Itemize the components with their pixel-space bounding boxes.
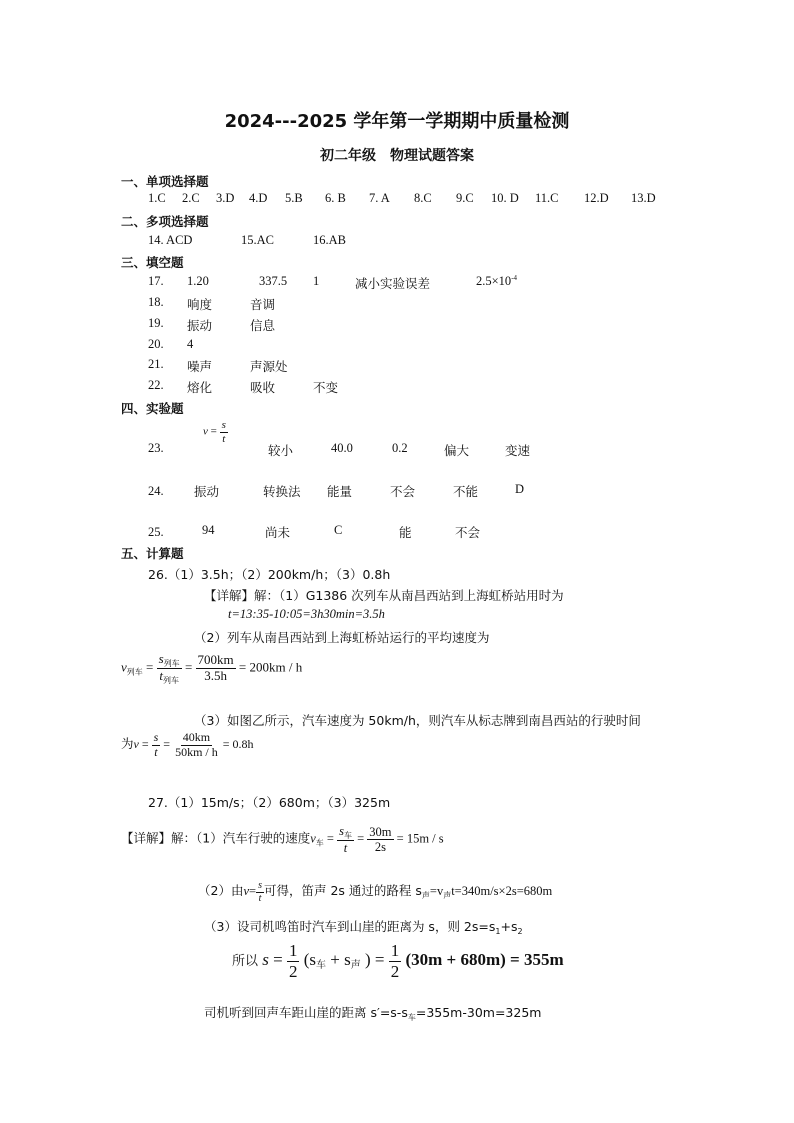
- q26-f2-num: s: [153, 730, 159, 744]
- q27-f3-num2: 30m: [369, 824, 392, 839]
- section-heading-multiple-choice: 二、多项选择题: [121, 214, 209, 229]
- q27-l2-den: t: [258, 892, 262, 904]
- q26-f1-eq: =: [146, 659, 154, 675]
- q23-answer-5: 变速: [505, 443, 531, 458]
- q27-l4-mid: (s: [303, 949, 317, 969]
- q27-l4-sub-1: 车: [316, 959, 327, 971]
- q20-answer-1: 4: [187, 337, 194, 351]
- q26-f1-den-t: t: [159, 668, 163, 684]
- q19-number: 19.: [148, 316, 164, 330]
- answer-14: 14. ACD: [148, 233, 193, 247]
- q26-f1-den: [157, 669, 181, 685]
- q27-l2-v: v: [243, 883, 250, 898]
- q27-l2-fraction: [256, 880, 264, 904]
- answer-12: 12.D: [584, 191, 609, 205]
- q27-l2-sub-1: 声: [421, 890, 430, 900]
- q26-f2-v: v: [133, 737, 139, 752]
- q27-l2-mid: =v: [429, 883, 444, 898]
- q27-f3-fraction-1: [337, 824, 354, 856]
- answer-13: 13.D: [631, 191, 656, 205]
- page-title: 2024---2025 学年第一学期期中质量检测: [224, 111, 570, 132]
- q26-f1-v-sub: 列车: [126, 667, 143, 677]
- q26-detail-3: （3）如图乙所示，汽车速度为 50km/h，则汽车从标志牌到南昌西站的行驶时间: [194, 713, 641, 728]
- q17-answer-4: 减小实验误差: [355, 276, 431, 291]
- q26-detail-2: （2）列车从南昌西站到上海虹桥站运行的平均速度为: [194, 630, 490, 645]
- q27-l4-den2: 2: [390, 961, 400, 981]
- q27-l4-s: s: [262, 949, 269, 969]
- q27-f3-num: [337, 824, 354, 841]
- q27-f3-v: v: [310, 831, 316, 846]
- q17-number: 17.: [148, 274, 164, 288]
- answer-8: 8.C: [414, 191, 432, 205]
- q23-answer-4: 偏大: [444, 443, 470, 458]
- answer-15: 15.AC: [241, 233, 274, 247]
- q23-answer-3: 0.2: [392, 441, 408, 455]
- q22-answer-1: 熔化: [187, 380, 213, 395]
- q27-l5-sub: 车: [407, 1013, 416, 1022]
- answer-5: 5.B: [285, 191, 303, 205]
- q26-f1-num: [157, 652, 182, 669]
- q17-answer-5-exponent: -4: [511, 274, 518, 282]
- q27-l4-num2: 1: [390, 941, 400, 960]
- q18-answer-1: 响度: [187, 297, 213, 312]
- q26-formula-1: [121, 652, 302, 685]
- q26-f2-fraction-1: [152, 731, 161, 760]
- q26-f1-den-sub: 列车: [162, 676, 179, 686]
- q27-l2-sub-2: 声: [443, 890, 452, 900]
- q27-line-1: [121, 824, 444, 856]
- q27-l4-sub-2: 声: [350, 959, 361, 971]
- q18-number: 18.: [148, 295, 164, 309]
- answer-16: 16.AB: [313, 233, 346, 247]
- q27-f3-eq2: =: [357, 831, 365, 846]
- q17-answer-5-base: 2.5×10: [476, 274, 512, 289]
- q26-f1-num-sub: 列车: [163, 659, 180, 668]
- q21-answer-1: 噪声: [187, 359, 213, 374]
- q27-l4-num: 1: [288, 941, 298, 960]
- section-heading-single-choice: 一、单项选择题: [121, 174, 209, 189]
- q20-number: 20.: [148, 337, 164, 351]
- q27-f3-num-sub: 车: [343, 831, 352, 840]
- q25-number: 25.: [148, 525, 164, 539]
- q26-f1-result: = 200km / h: [238, 659, 303, 675]
- q23-formula-eq: =: [210, 425, 217, 438]
- answer-1: 1.C: [148, 191, 166, 205]
- q22-number: 22.: [148, 378, 164, 392]
- answer-3: 3.D: [216, 191, 235, 205]
- q27-f3-den: t: [343, 841, 348, 856]
- q24-answer-3: 能量: [327, 484, 353, 499]
- q27-detail-1: 【详解】解：（1）汽车行驶的速度: [121, 830, 311, 846]
- q19-answer-2: 信息: [250, 318, 276, 333]
- q27-answer: 27.（1）15m/s；（2）680m；（3）325m: [148, 795, 391, 810]
- q27-l2-num: s: [258, 880, 262, 891]
- q27-l4-eq: =: [273, 949, 283, 969]
- q24-answer-1: 振动: [194, 484, 220, 499]
- q25-answer-3: C: [334, 523, 343, 537]
- answer-10: 10. D: [491, 191, 519, 205]
- q21-number: 21.: [148, 357, 164, 371]
- q22-answer-3: 不变: [313, 380, 339, 395]
- q26-f1-fraction-1: [157, 652, 182, 685]
- q26-f1-num-s: s: [158, 651, 164, 666]
- q17-answer-3: 1: [313, 274, 320, 288]
- q27-l5-tail: =355m-30m=325m: [415, 1005, 542, 1020]
- q27-l4-prefix: 所以: [232, 953, 259, 969]
- q27-f3-v-sub: 车: [315, 838, 324, 848]
- q24-answer-4: 不会: [390, 484, 416, 499]
- q27-f3-num-s: s: [339, 824, 344, 838]
- q27-f3-eq: =: [326, 831, 334, 846]
- q23-answer-1: 较小: [268, 443, 294, 458]
- q27-l4-fraction-1: [287, 941, 300, 981]
- q27-l3-sub-1: 1: [495, 927, 501, 936]
- q27-f3-result: = 15m / s: [396, 831, 444, 846]
- page-subtitle: 初二年级 物理试题答案: [320, 148, 474, 164]
- q23-formula-den: t: [222, 432, 226, 445]
- q26-f2-fraction-2: [173, 731, 220, 760]
- q26-formula-2: [121, 731, 254, 760]
- q27-f3-fraction-2: [367, 825, 393, 855]
- q27-line-5: [204, 1003, 541, 1023]
- q25-answer-2: 尚未: [265, 525, 291, 540]
- q19-answer-1: 振动: [187, 318, 213, 333]
- q24-number: 24.: [148, 484, 164, 498]
- q21-answer-2: 声源处: [250, 359, 288, 374]
- q26-f2-eq: =: [141, 737, 149, 752]
- q23-formula-v: v: [203, 425, 208, 438]
- section-heading-fill-blank: 三、填空题: [121, 255, 184, 270]
- q27-l5-text: 司机听到回声车距山崖的距离 s′=s-s: [204, 1005, 408, 1020]
- q23-formula-num: s: [221, 419, 226, 431]
- q26-f2-eq2: =: [163, 737, 171, 752]
- q26-f2-result: = 0.8h: [222, 737, 254, 752]
- q27-l4-tail: (30m + 680m) = 355m: [405, 949, 564, 969]
- q26-f1-v: v: [121, 659, 127, 675]
- q27-l3-plus: +s: [500, 919, 518, 934]
- q27-l3-text: （3）设司机鸣笛时汽车到山崖的距离为 s，则 2s=s: [204, 919, 496, 934]
- q26-time-line: t=13:35-10:05=3h30min=3.5h: [228, 607, 385, 621]
- answer-11: 11.C: [535, 191, 559, 205]
- q23-number: 23.: [148, 441, 164, 455]
- q26-f2-den: t: [154, 744, 158, 759]
- answer-4: 4.D: [249, 191, 268, 205]
- q24-answer-5: 不能: [453, 484, 479, 499]
- q27-l3-sub-2: 2: [517, 927, 523, 936]
- answer-2: 2.C: [182, 191, 200, 205]
- q26-detail-1: 【详解】解：（1）G1386 次列车从南昌西站到上海虹桥站用时为: [204, 588, 564, 603]
- q25-answer-5: 不会: [455, 525, 481, 540]
- q25-answer-1: 94: [202, 523, 215, 537]
- q24-answer-6: D: [515, 482, 525, 496]
- q25-answer-4: 能: [399, 525, 412, 540]
- q27-l2-text: 可得，笛声 2s 通过的路程 s: [263, 882, 422, 898]
- answer-6: 6. B: [325, 191, 346, 205]
- q26-f2-den2: 50km / h: [175, 744, 218, 759]
- q22-answer-2: 吸收: [250, 380, 276, 395]
- q23-formula-fraction: [220, 419, 228, 445]
- q27-l2-tail: t=340m/s×2s=680m: [451, 883, 553, 898]
- q24-answer-2: 转换法: [263, 484, 301, 499]
- q17-answer-5: [476, 274, 517, 289]
- q27-l4-den: 2: [288, 961, 298, 981]
- q26-f2-prefix: 为: [121, 736, 134, 752]
- q27-l4-close: ) =: [364, 949, 385, 969]
- answer-7: 7. A: [369, 191, 390, 205]
- q27-line-3: [204, 917, 523, 936]
- q18-answer-2: 音调: [250, 297, 276, 312]
- q27-line-4: [232, 941, 564, 981]
- q27-l4-plus: + s: [330, 949, 351, 969]
- q27-f3-den2: 2s: [374, 840, 386, 855]
- section-heading-experiment: 四、实验题: [121, 401, 184, 416]
- q26-f2-num2: 40km: [182, 730, 211, 744]
- section-heading-calculation: 五、计算题: [121, 546, 184, 561]
- q27-l2-prefix: （2）由: [198, 882, 244, 898]
- q26-f1-fraction-2: [196, 653, 236, 684]
- q26-answer: 26.（1）3.5h；（2）200km/h；（3）0.8h: [148, 567, 391, 582]
- q23-formula: [203, 419, 228, 445]
- q26-f1-num2: 700km: [197, 652, 234, 668]
- q23-answer-2: 40.0: [331, 441, 353, 455]
- q27-l2-eq: =: [249, 883, 257, 898]
- q26-f1-den2: 3.5h: [204, 668, 227, 684]
- q27-line-2: [198, 880, 552, 904]
- q27-l4-fraction-2: [389, 941, 402, 981]
- answer-9: 9.C: [456, 191, 474, 205]
- q17-answer-2: 337.5: [259, 274, 288, 288]
- q17-answer-1: 1.20: [187, 274, 209, 288]
- q26-f1-eq2: =: [184, 659, 193, 675]
